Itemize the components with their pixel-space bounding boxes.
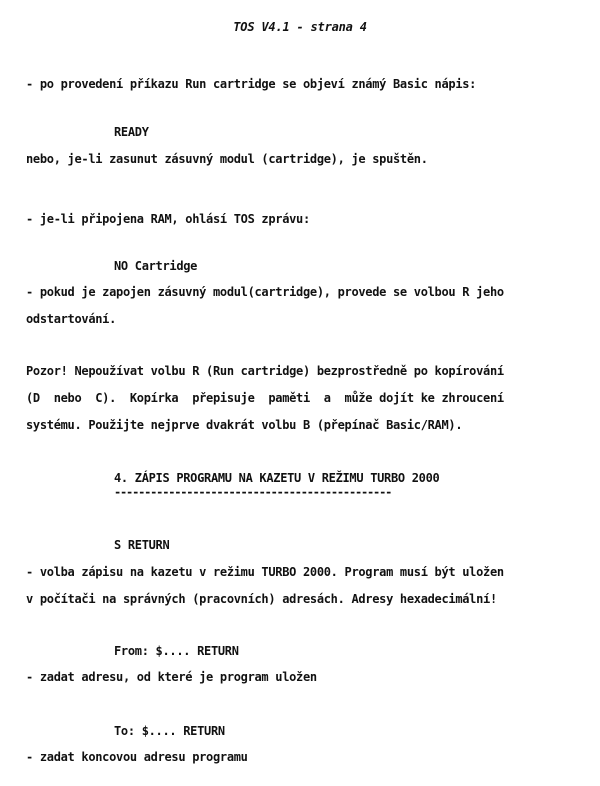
section-heading-underline: ---------------------------------------------- <box>114 485 392 499</box>
paragraph-line: - pokud je zapojen zásuvný modul(cartridge), provede se volbou R jeho <box>26 285 504 299</box>
from-prompt: From: $.... RETURN <box>114 644 239 658</box>
page-header: TOS V4.1 - strana 4 <box>233 20 367 34</box>
paragraph-line: - po provedení příkazu Run cartridge se objeví známý Basic nápis: <box>26 77 477 91</box>
paragraph-line: - volba zápisu na kazetu v režimu TURBO 2000. Program musí být uložen <box>26 565 504 579</box>
warning-line: Pozor! Nepoužívat volbu R (Run cartridge) bezprostředně po kopírování <box>26 364 504 378</box>
to-prompt: To: $.... RETURN <box>114 724 225 738</box>
section-heading: 4. ZÁPIS PROGRAMU NA KAZETU V REŽIMU TURBO 2000 <box>114 471 440 485</box>
warning-line: systému. Použijte nejprve dvakrát volbu B (přepínač Basic/RAM). <box>26 418 463 432</box>
paragraph-line: - zadat adresu, od které je program uložen <box>26 670 317 684</box>
paragraph-line: odstartování. <box>26 312 117 326</box>
paragraph-line: - zadat koncovou adresu programu <box>26 750 248 764</box>
paragraph-line: v počítači na správných (pracovních) adresách. Adresy hexadecimální! <box>26 592 497 606</box>
paragraph-line: - je-li připojena RAM, ohlásí TOS zprávu: <box>26 212 310 226</box>
warning-line: (D nebo C). Kopírka přepisuje paměti a může dojít ke zhroucení <box>26 391 504 405</box>
ready-message: READY <box>114 125 149 139</box>
no-cartridge-message: NO Cartridge <box>114 259 198 273</box>
command-s-return: S RETURN <box>114 538 170 552</box>
paragraph-line: nebo, je-li zasunut zásuvný modul (cartridge), je spuštěn. <box>26 152 428 166</box>
